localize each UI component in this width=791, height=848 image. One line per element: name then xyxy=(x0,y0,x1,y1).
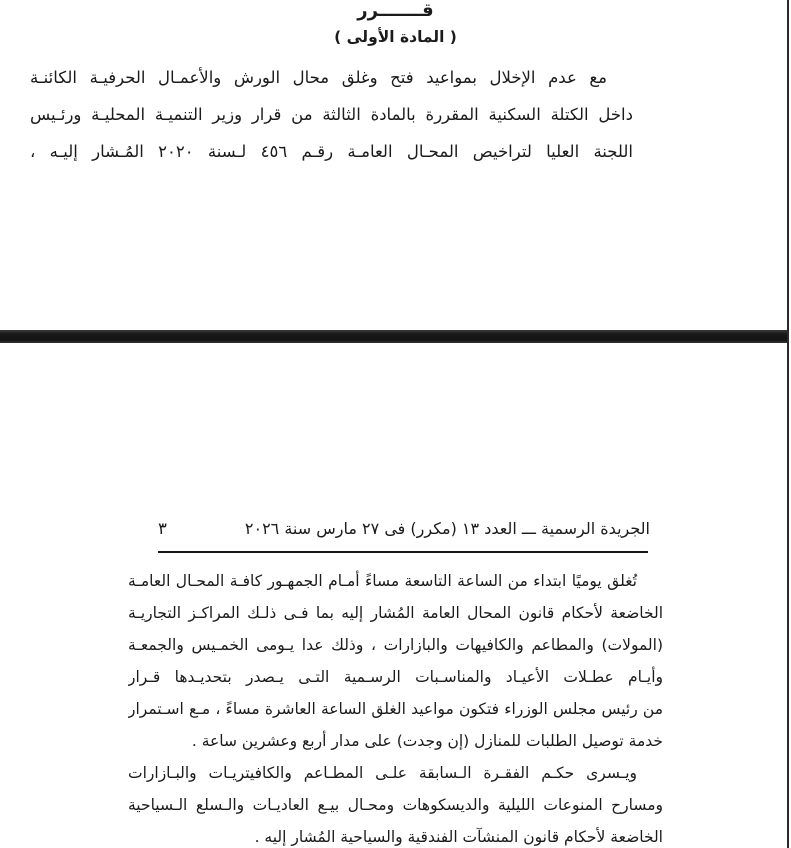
body-line: ويـسرى حكـم الفقـرة الـسابقة علـى المطـاعم والكافيتريـات والبـازارات xyxy=(128,764,637,782)
header-rule xyxy=(158,551,648,553)
body-line: تُغلق يوميًا ابتداء من الساعة التاسعة مساءً أمـام الجمهـور كافـة المحـال العامـة xyxy=(128,572,637,590)
body-line: من رئيس مجلس الوزراء فتكون مواعيد الغلق الساعة العاشرة مساءً ، مـع اسـتمرار xyxy=(128,700,663,718)
decision-paragraph-line: مع عدم الإخلال بمواعيد فتح وغلق محال الورش والأعمـال الحرفيـة الكائنـة xyxy=(30,68,607,87)
page-number: ٣ xyxy=(158,519,167,538)
body-line: وأيـام عطـلات الأعيـاد والمناسـبات الرسـمية التـى يـصدر بتحديـدها قـرار xyxy=(128,668,663,686)
gazette-header-title: الجريدة الرسمية ـــ العدد ١٣ (مكرر) فى ٢٧ مارس سنة ٢٠٢٦ xyxy=(244,519,650,538)
body-line: (المولات) والمطاعم والكافيهات والبازارات ، وذلك عدا يـومى الخمـيس والجمعـة xyxy=(128,636,663,654)
decision-paragraph-line: اللجنة العليا لتراخيص المحـال العامـة رقـم ٤٥٦ لـسنة ٢٠٢٠ المُـشار إليـه ، xyxy=(30,142,633,161)
page-edge-line xyxy=(787,0,789,848)
decision-title: قـــــــرر xyxy=(357,0,434,21)
decision-paragraph xyxy=(30,59,633,170)
article-one-heading: ( المادة الأولى ) xyxy=(334,28,457,46)
page-separator-bar xyxy=(0,330,788,343)
body-line: الخاضعة لأحكام قانون المحال العامة المُشار إليه بما فـى ذلـك المراكـز التجاريـة xyxy=(128,604,663,622)
body-line: خدمة توصيل الطلبات للمنازل (إن وجدت) على مدار أربع وعشرين ساعة . xyxy=(191,732,663,750)
body-line: الخاضعة لأحكام قانون المنشآت الفندقية والسياحية المُشار إليه . xyxy=(254,828,663,846)
page2-body xyxy=(128,565,663,848)
body-line: ومسارح المنوعات الليلية والديسكوهات ومحـال بيـع العاديـات والـسلع الـسياحية xyxy=(128,796,663,814)
decision-paragraph-line: داخل الكتلة السكنية المقررة بالمادة الثالثة من قرار وزير التنميـة المحليـة ورئـيس xyxy=(30,105,633,124)
gazette-header xyxy=(158,517,650,541)
